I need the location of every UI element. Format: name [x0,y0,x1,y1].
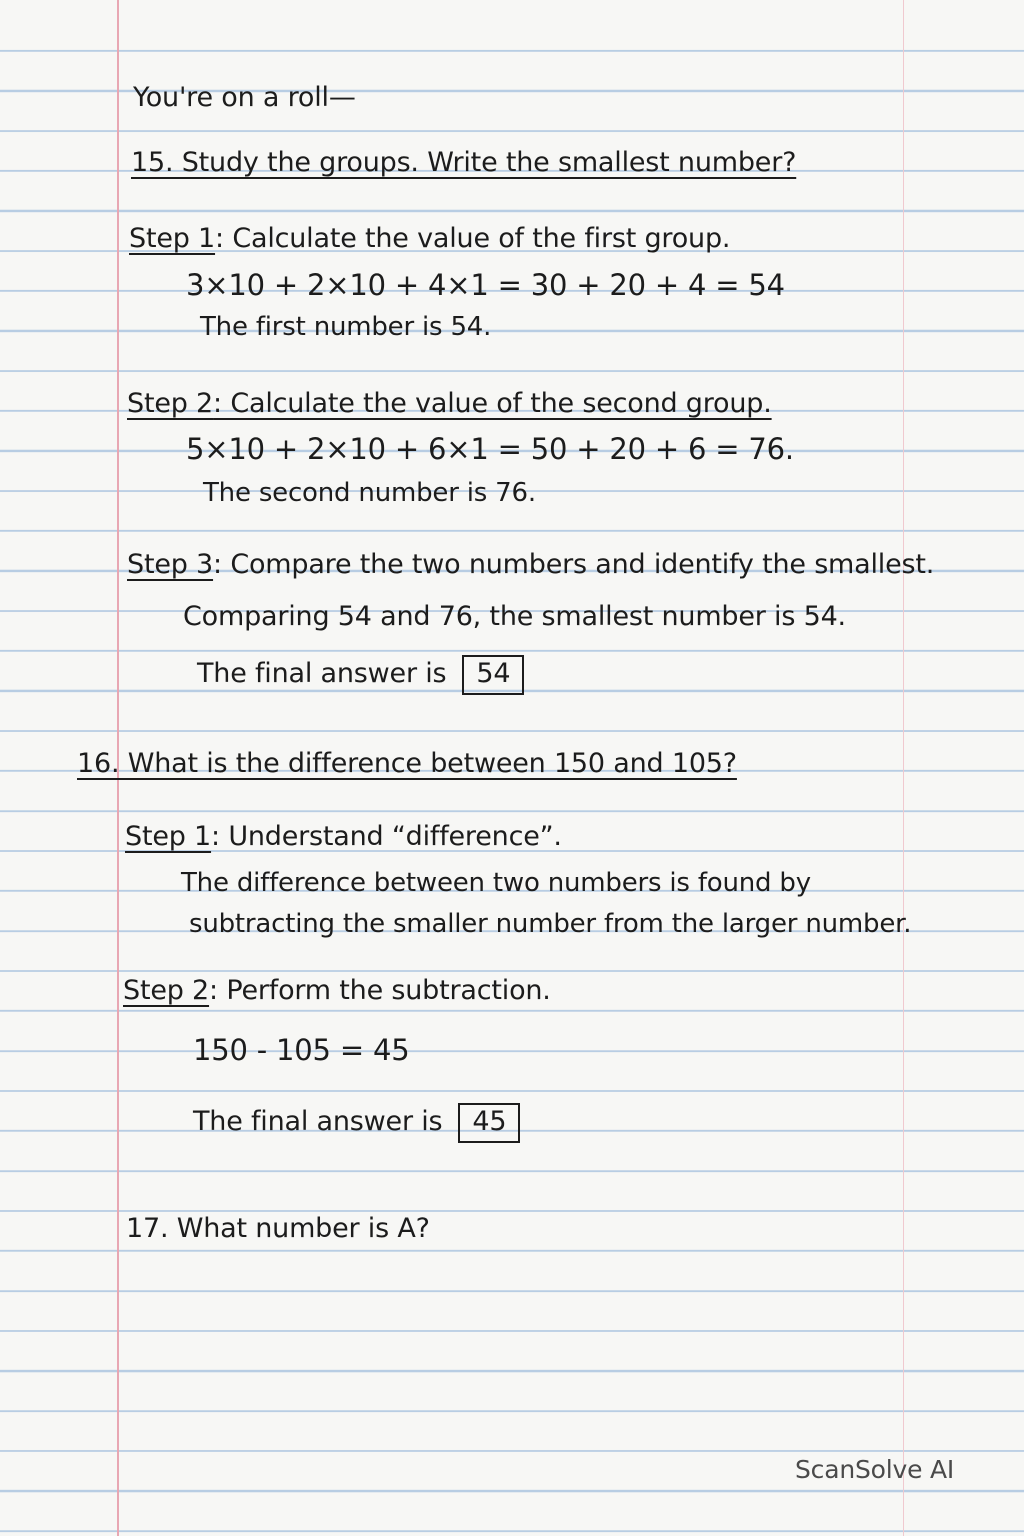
q16-step1-line1: The difference between two numbers is found by [181,868,811,898]
q15-step1-label: Step 1 [129,223,216,254]
q16-step1 [125,821,562,852]
q16-step1-line2: subtracting the smaller number from the larger number. [189,909,912,939]
q17-question: 17. What number is A? [126,1213,430,1244]
margin-line-right [903,0,904,1536]
q16-step2 [123,975,551,1006]
q15-step2-text: : Calculate the value of the second group. [213,388,772,419]
q16-step2-text: : Perform the subtraction. [209,975,551,1006]
q16-step2-equation: 150 - 105 = 45 [193,1033,410,1067]
q16-answer-box: 45 [458,1103,520,1143]
q15-final-prefix: The final answer is [197,658,447,689]
q15-step1-result: The first number is 54. [200,312,492,342]
q15-step3-label: Step 3 [127,549,214,580]
brand-watermark: ScanSolve AI [795,1455,955,1484]
q15-step3-compare: Comparing 54 and 76, the smallest number is 54. [183,601,846,632]
q16-step1-text: : Understand “difference”. [211,821,562,852]
q15-step2 [127,388,772,419]
q15-step1 [129,223,730,254]
q15-step1-text: : Calculate the value of the first group. [215,223,731,254]
q16-step2-label: Step 2 [123,975,210,1006]
q15-step2-result: The second number is 76. [203,478,536,508]
q15-question: 15. Study the groups. Write the smallest number? [131,147,797,178]
q16-final-answer [193,1103,520,1143]
intro-text: You're on a roll— [133,82,356,113]
q15-step2-label: Step 2 [127,388,214,419]
q15-step2-equation: 5×10 + 2×10 + 6×1 = 50 + 20 + 6 = 76. [186,432,794,466]
q16-step1-label: Step 1 [125,821,212,852]
q15-step3-text: : Compare the two numbers and identify the smallest. [213,549,935,580]
q16-final-prefix: The final answer is [193,1106,443,1137]
q15-step3 [127,549,934,580]
q16-question: 16. What is the difference between 150 and 105? [77,748,737,779]
q15-final-answer [197,655,524,695]
q15-answer-box: 54 [462,655,524,695]
q15-step1-equation: 3×10 + 2×10 + 4×1 = 30 + 20 + 4 = 54 [186,268,785,302]
